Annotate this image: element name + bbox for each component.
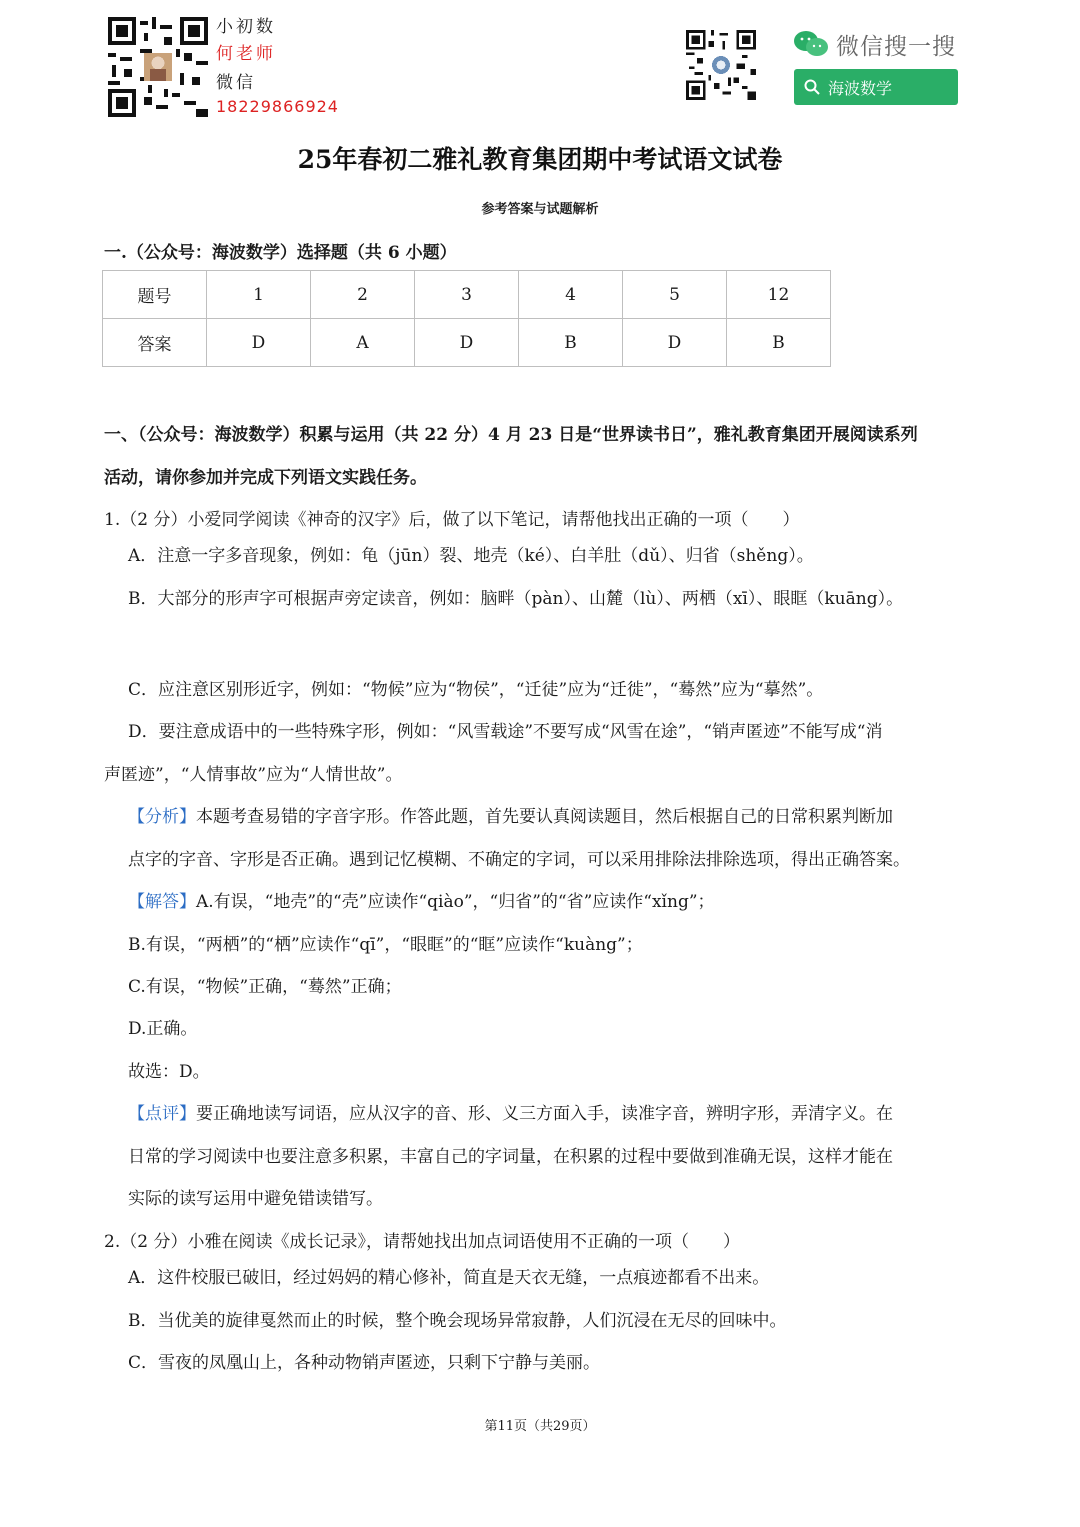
answer-line-d: D.正确。 xyxy=(128,1019,198,1039)
table-row xyxy=(103,271,831,319)
answer-line-c: C.有误，“物候”正确，“蓦然”正确； xyxy=(128,977,402,997)
comment-text-cont: 日常的学习阅读中也要注意多积累，丰富自己的字词量，在积累的过程中要做到准确无误，这样才能在 xyxy=(128,1147,893,1167)
comment-paragraph xyxy=(128,1099,893,1124)
answer-table xyxy=(102,270,831,367)
analysis-paragraph xyxy=(128,802,893,827)
search-icon xyxy=(804,79,820,95)
handwriting-phone: 18229866924 xyxy=(216,97,339,116)
table-cell: B xyxy=(519,319,623,367)
page-title: 25年春初二雅礼教育集团期中考试语文试卷 xyxy=(297,145,783,174)
question-1-option-d: D．要注意成语中的一些特殊字形，例如：“风雪载途”不要写成“风雪在途”，“销声匿迹”不能写成“消 xyxy=(128,722,883,742)
wechat-icon xyxy=(793,30,829,58)
page-subtitle: 参考答案与试题解析 xyxy=(481,202,599,217)
question-1-option-a: A．注意一字多音现象，例如：龟（jūn）裂、地壳（ké）、白羊肚（dǔ）、归省（shěng）。 xyxy=(128,546,814,566)
question-1-option-d-cont: 声匿迹”，“人情事故”应为“人情世故”。 xyxy=(104,765,403,785)
handwriting-teacher: 何老师 xyxy=(216,44,276,64)
table-cell: D xyxy=(207,319,311,367)
table-row xyxy=(103,319,831,367)
comment-tag: 【点评】 xyxy=(128,1104,196,1124)
section-heading-choice: 一.（公众号：海波数学）选择题（共 6 小题） xyxy=(104,243,457,263)
answer-choice: 故选：D。 xyxy=(128,1062,210,1082)
qr-code-left xyxy=(108,17,208,117)
answer-tag: 【解答】 xyxy=(128,892,196,912)
answer-paragraph xyxy=(128,887,715,912)
table-cell: D xyxy=(623,319,727,367)
answer-line-b: B.有误，“两栖”的“栖”应读作“qī”，“眼眶”的“眶”应读作“kuàng”； xyxy=(128,935,643,955)
table-cell: A xyxy=(311,319,415,367)
answer-text: A.有误，“地壳”的“壳”应读作“qiào”，“归省”的“省”应读作“xǐng”； xyxy=(196,892,715,912)
question-1-option-b: B．大部分的形声字可根据声旁定读音，例如：脑畔（pàn）、山麓（lù）、两栖（xī）、眼眶（kuāng）。 xyxy=(128,589,904,609)
table-cell: 12 xyxy=(727,271,831,319)
question-2-option-b: B．当优美的旋律戛然而止的时候，整个晚会现场异常寂静，人们沉浸在无尽的回味中。 xyxy=(128,1311,787,1331)
section-heading-accumulation-cont: 活动，请你参加并完成下列语文实践任务。 xyxy=(104,468,427,488)
wechat-search-box[interactable] xyxy=(794,69,958,105)
qr-code-right xyxy=(686,30,756,100)
comment-text-cont2: 实际的读写运用中避免错读错写。 xyxy=(128,1189,383,1209)
table-cell: 1 xyxy=(207,271,311,319)
handwriting-wechat: 微信 xyxy=(216,73,256,93)
analysis-text-cont: 点字的字音、字形是否正确。遇到记忆模糊、不确定的字词，可以采用排除法排除选项，得出正确答案。 xyxy=(128,850,910,870)
table-cell: D xyxy=(415,319,519,367)
table-header-cell: 题号 xyxy=(103,271,207,319)
section-heading-accumulation: 一、（公众号：海波数学）积累与运用（共 22 分）4 月 23 日是“世界读书日”，雅礼教育集团开展阅读系列 xyxy=(104,425,918,445)
wechat-search-title: 微信搜一搜 xyxy=(836,34,956,60)
question-2-stem: 2.（2 分）小雅在阅读《成长记录》，请帮她找出加点词语使用不正确的一项（ ） xyxy=(104,1232,740,1252)
analysis-tag: 【分析】 xyxy=(128,807,196,827)
table-cell: B xyxy=(727,319,831,367)
question-1-stem: 1.（2 分）小爱同学阅读《神奇的汉字》后，做了以下笔记，请帮他找出正确的一项（ ） xyxy=(104,510,800,530)
question-2-option-a: A．这件校服已破旧，经过妈妈的精心修补，简直是天衣无缝，一点痕迹都看不出来。 xyxy=(128,1268,770,1288)
wechat-search-text: 海波数学 xyxy=(828,78,893,98)
question-2-option-c: C．雪夜的凤凰山上，各种动物销声匿迹，只剩下宁静与美丽。 xyxy=(128,1353,601,1373)
handwriting-line: 小初数 xyxy=(216,17,276,37)
table-cell: 3 xyxy=(415,271,519,319)
table-cell: 5 xyxy=(623,271,727,319)
table-header-cell: 答案 xyxy=(103,319,207,367)
page-footer: 第11页（共29页） xyxy=(484,1419,596,1434)
question-1-option-c: C．应注意区别形近字，例如：“物候”应为“物侯”，“迁徒”应为“迁徙”，“蓦然”应为“摹然”。 xyxy=(128,680,824,700)
table-cell: 2 xyxy=(311,271,415,319)
table-cell: 4 xyxy=(519,271,623,319)
analysis-text: 本题考查易错的字音字形。作答此题，首先要认真阅读题目，然后根据自己的日常积累判断加 xyxy=(196,807,893,827)
comment-text: 要正确地读写词语，应从汉字的音、形、义三方面入手，读准字音，辨明字形，弄清字义。在 xyxy=(196,1104,893,1124)
